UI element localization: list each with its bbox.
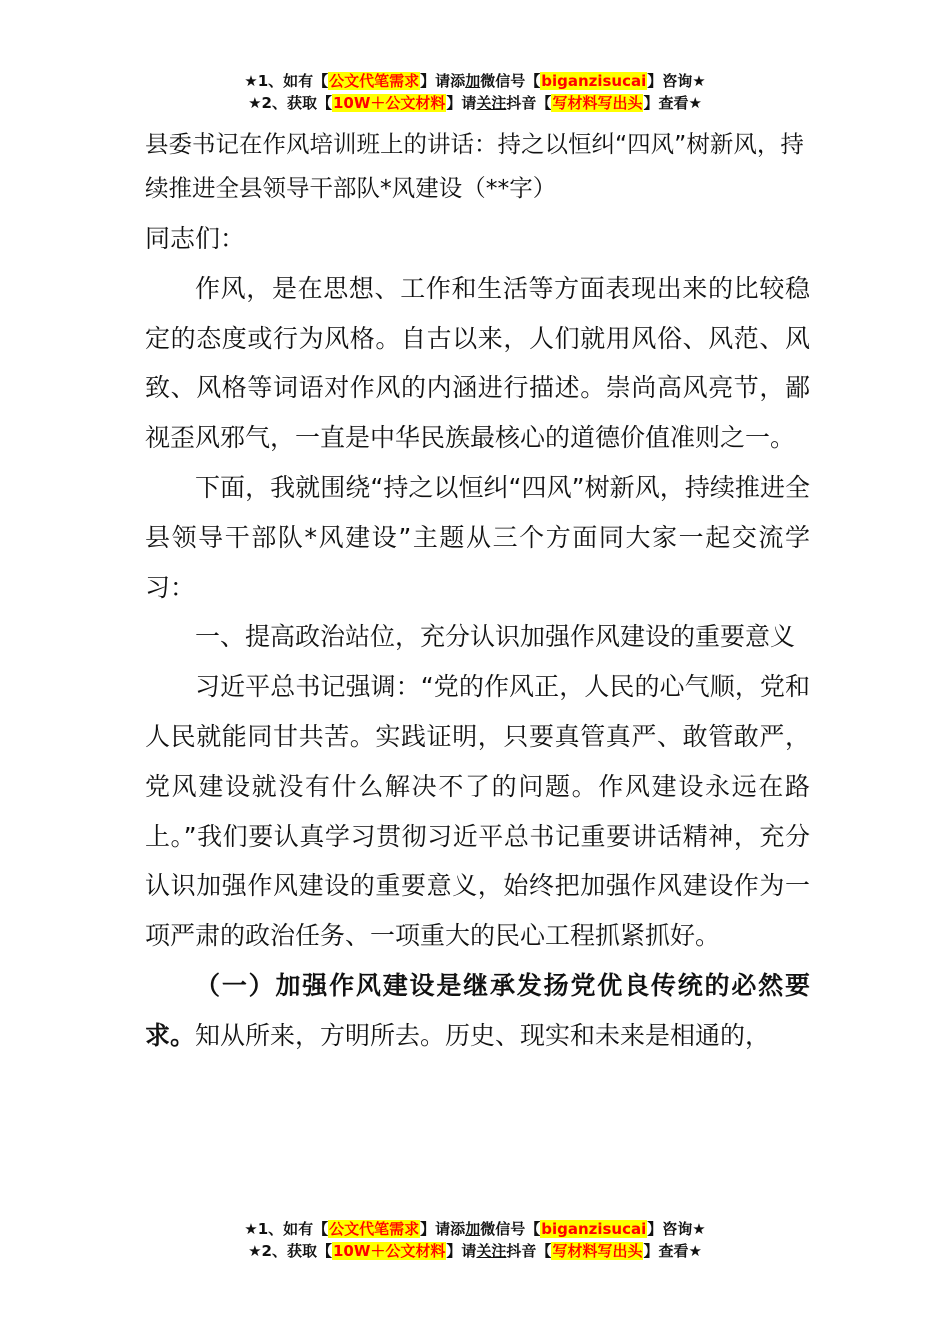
banner-underlined: 关注	[476, 94, 507, 112]
banner-underlined: 关注	[476, 1242, 507, 1260]
subsection-heading: （一）加强作风建设是继承发扬党优良传统的必然要求。	[145, 970, 810, 1050]
section-heading: 一、提高政治站位，充分认识加强作风建设的重要意义	[195, 622, 796, 652]
document-body	[145, 122, 810, 1061]
banner-douyin-id: 写材料写出头	[552, 94, 643, 112]
subsection-text: 知从所来，方明所去。历史、现实和未来是相通的，	[195, 1020, 771, 1050]
paragraph: 下面，我就围绕“持之以恒纠“四风”树新风，持续推进全县领导干部队*风建设”主题从三个方面同大家一起交流学习：	[145, 472, 810, 602]
paragraph: 作风，是在思想、工作和生活等方面表现出来的比较稳定的态度或行为风格。自古以来，人们就用风俗、风范、风致、风格等词语对作风的内涵进行描述。崇尚高风亮节，鄙视歪风邪气，一直是中华民族最核心的道德价值准则之一。	[145, 273, 810, 453]
document-title: 县委书记在作风培训班上的讲话：持之以恒纠“四风”树新风，持续推进全县领导干部队*风建设（**字）	[145, 130, 804, 202]
banner-wechat-id: biganzisucai	[541, 1220, 647, 1238]
banner-text: 】请	[446, 1242, 477, 1260]
banner-text: ★1、如有【	[244, 72, 329, 90]
banner-text: 微信号【	[480, 1220, 541, 1238]
bottom-banner	[0, 1218, 950, 1262]
banner-text: 抖音【	[506, 1242, 552, 1260]
banner-text: 】请添	[420, 1220, 466, 1238]
banner-text: 】请添	[420, 72, 466, 90]
banner-text: ★1、如有【	[244, 1220, 329, 1238]
banner-highlight: 公文代笔需求	[329, 72, 420, 90]
banner-text: 】请	[446, 94, 477, 112]
banner-underlined: 加	[465, 72, 481, 90]
banner-text: 】咨询★	[647, 1220, 706, 1238]
banner-highlight: 10W＋公文材料	[332, 1242, 446, 1260]
banner-text: 】查看★	[643, 1242, 702, 1260]
banner-line-1	[0, 1218, 950, 1240]
subsection-paragraph	[145, 961, 810, 1061]
paragraph: 习近平总书记强调：“党的作风正，人民的心气顺，党和人民就能同甘共苦。实践证明，只要真管真严、敢管敢严，党风建设就没有什么解决不了的问题。作风建设永远在路上。”我们要认真学习贯彻习近平总书记重要讲话精神，充分认识加强作风建设的重要意义，始终把加强作风建设作为一项严肃的政治任务、一项重大的民心工程抓紧抓好。	[145, 672, 810, 951]
banner-line-2	[0, 1240, 950, 1262]
banner-douyin-id: 写材料写出头	[552, 1242, 643, 1260]
banner-line-1	[0, 70, 950, 92]
banner-line-2	[0, 92, 950, 114]
banner-wechat-id: biganzisucai	[541, 72, 647, 90]
banner-highlight: 10W＋公文材料	[332, 94, 446, 112]
banner-text: ★2、获取【	[248, 94, 332, 112]
banner-text: 微信号【	[480, 72, 541, 90]
banner-text: 】查看★	[643, 94, 702, 112]
salutation: 同志们：	[145, 224, 246, 253]
top-banner	[0, 70, 950, 114]
banner-highlight: 公文代笔需求	[329, 1220, 420, 1238]
banner-text: 】咨询★	[647, 72, 706, 90]
banner-text: 抖音【	[506, 94, 552, 112]
banner-text: ★2、获取【	[248, 1242, 332, 1260]
banner-underlined: 加	[465, 1220, 481, 1238]
